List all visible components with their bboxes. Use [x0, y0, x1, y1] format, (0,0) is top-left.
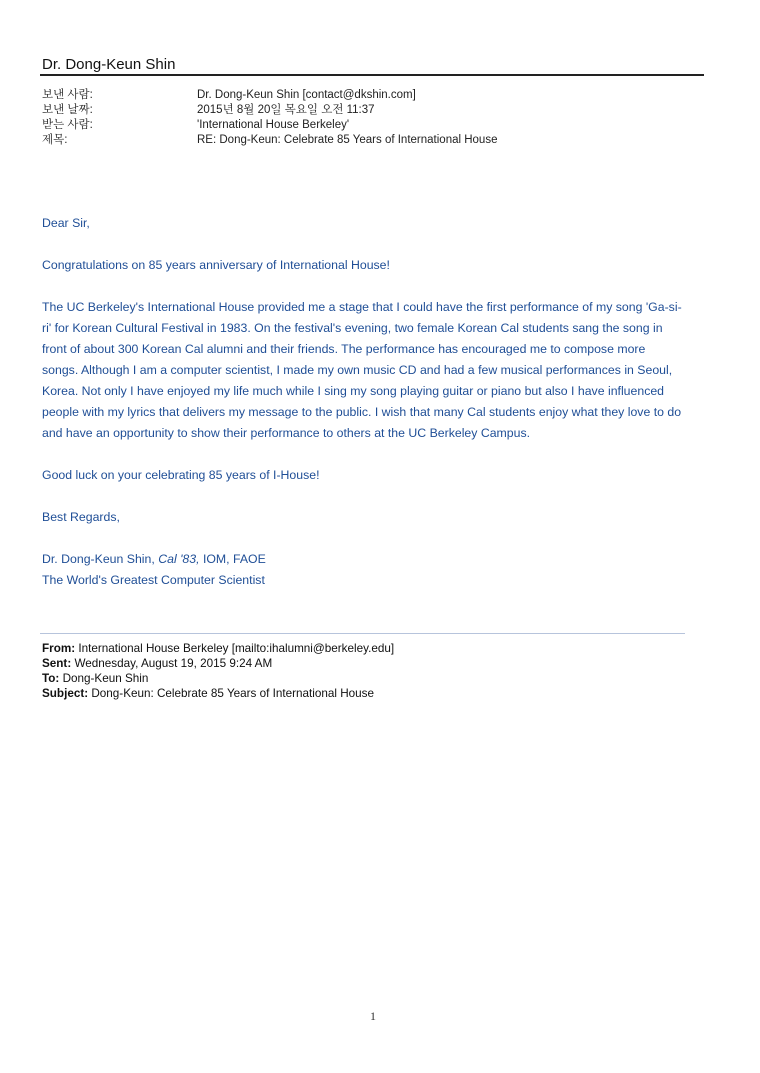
header-row-sender [42, 88, 682, 103]
header-row-subject [42, 133, 682, 148]
subject-label: 제목: [42, 134, 68, 146]
quoted-to-value: Dong-Keun Shin [62, 672, 149, 685]
quoted-subject-row [42, 686, 682, 701]
page-number: 1 [370, 1009, 376, 1023]
greeting: Dear Sir, [42, 216, 90, 230]
quoted-to-label: To: [42, 672, 60, 685]
signature-class-year: Cal '83, [158, 552, 200, 566]
header-row-date [42, 103, 682, 118]
quoted-from-label: From: [42, 642, 76, 655]
header-row-recipient [42, 118, 682, 133]
congratulations-paragraph: Congratulations on 85 years anniversary of International House! [42, 258, 390, 272]
signature [42, 549, 682, 591]
signature-credentials: IOM, FAOE [202, 552, 266, 566]
quoted-to-row [42, 671, 682, 686]
sender-value: Dr. Dong-Keun Shin [contact@dkshin.com] [197, 89, 416, 101]
quoted-from-row [42, 641, 682, 656]
email-header [42, 88, 682, 148]
page-title: Dr. Dong-Keun Shin [42, 56, 176, 73]
quoted-subject-label: Subject: [42, 687, 89, 700]
date-value: 2015년 8월 20일 목요일 오전 11:37 [197, 104, 375, 116]
date-label: 보낸 날짜: [42, 104, 93, 116]
quoted-sent-row [42, 656, 682, 671]
quoted-subject-value: Dong-Keun: Celebrate 85 Years of International House [91, 687, 374, 700]
quoted-message-header [42, 641, 682, 701]
signature-line [42, 549, 682, 570]
subject-value: RE: Dong-Keun: Celebrate 85 Years of International House [197, 134, 498, 146]
signature-name: Dr. Dong-Keun Shin, [42, 552, 155, 566]
quoted-from-value: International House Berkeley [mailto:ihalumni@berkeley.edu] [78, 642, 395, 655]
title-rule [40, 74, 704, 76]
email-body [42, 213, 682, 591]
quoted-message-separator [40, 633, 685, 634]
recipient-label: 받는 사람: [42, 119, 93, 131]
signature-title: The World's Greatest Computer Scientist [42, 573, 265, 587]
quoted-sent-label: Sent: [42, 657, 72, 670]
quoted-sent-value: Wednesday, August 19, 2015 9:24 AM [74, 657, 273, 670]
closing: Best Regards, [42, 510, 120, 524]
recipient-value: 'International House Berkeley' [197, 119, 350, 131]
sender-label: 보낸 사람: [42, 89, 93, 101]
story-paragraph: The UC Berkeley's International House provided me a stage that I could have the first performance of my song 'Ga-si-ri' for Korean Cultural Festival in 1983. On the festival's evening, two female Korean Cal students sang the song in front of about 300 Korean Cal alumni and their friends. The performance has encouraged me to compose more songs. Although I am a computer scientist, I made my own music CD and had a few musical performances in Seoul, Korea. Not only I have enjoyed my life much while I sing my song playing guitar or piano but also I have influenced people with my lyrics that delivers my message to the public. I wish that many Cal students enjoy what they love to do and have an opportunity to show their performance to others at the UC Berkeley Campus. [42, 300, 682, 440]
good-luck-paragraph: Good luck on your celebrating 85 years of I-House! [42, 468, 320, 482]
